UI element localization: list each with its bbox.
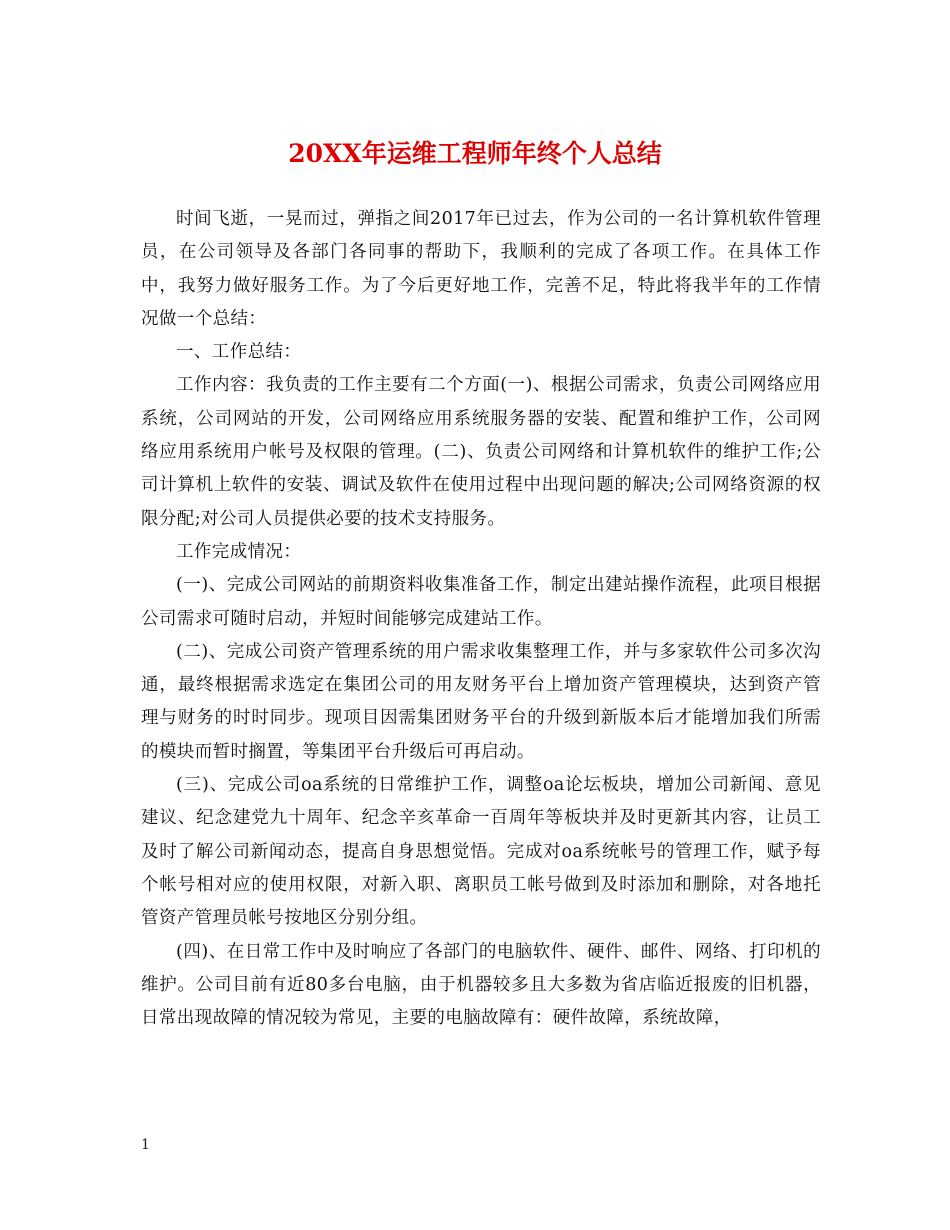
paragraph-item-1: (一)、完成公司网站的前期资料收集准备工作，制定出建站操作流程，此项目根据公司需求可随时启动，并短时间能够完成建站工作。 — [141, 575, 821, 629]
subheading-work-completion: 工作完成情况： — [176, 541, 302, 562]
document-body — [141, 203, 821, 1035]
paragraph-intro: 时间飞逝，一晃而过，弹指之间2017年已过去，作为公司的一名计算机软件管理员，在公司领导及各部门各同事的帮助下，我顺利的完成了各项工作。在具体工作中，我努力做好服务工作。为了今后更好地工作，完善不足，特此将我半年的工作情况做一个总结： — [141, 209, 821, 329]
section-heading-work-summary: 一、工作总结： — [176, 342, 302, 363]
page-number: 1 — [141, 1137, 150, 1153]
paragraph-item-2: (二)、完成公司资产管理系统的用户需求收集整理工作，并与多家软件公司多次沟通，最终根据需求选定在集团公司的用友财务平台上增加资产管理模块，达到资产管理与财务的时时同步。现项目因需集团财务平台的升级到新版本后才能增加我们所需的模块而暂时搁置，等集团平台升级后可再启动。 — [141, 641, 821, 762]
document-title: 20XX年运维工程师年终个人总结 — [288, 139, 662, 168]
paragraph-item-3: (三)、完成公司oa系统的日常维护工作，调整oa论坛板块，增加公司新闻、意见建议、纪念建党九十周年、纪念辛亥革命一百周年等板块并及时更新其内容，让员工及时了解公司新闻动态，提高自身思想觉悟。完成对oa系统帐号的管理工作，赋予每个帐号相对应的使用权限，对新入职、离职员工帐号做到及时添加和删除，对各地托管资产管理员帐号按地区分别分组。 — [141, 775, 821, 929]
paragraph-item-4: (四)、在日常工作中及时响应了各部门的电脑软件、硬件、邮件、网络、打印机的维护。公司目前有近80多台电脑，由于机器较多且大多数为省店临近报废的旧机器，日常出现故障的情况较为常见，主要的电脑故障有：硬件故障，系统故障， — [141, 941, 821, 1029]
paragraph-work-content: 工作内容：我负责的工作主要有二个方面(一)、根据公司需求，负责公司网络应用系统，公司网站的开发，公司网络应用系统服务器的安装、配置和维护工作，公司网络应用系统用户帐号及权限的管理。(二)、负责公司网络和计算机软件的维护工作;公司计算机上软件的安装、调试及软件在使用过程中出现问题的解决;公司网络资源的权限分配;对公司人员提供必要的技术支持服务。 — [141, 375, 821, 529]
